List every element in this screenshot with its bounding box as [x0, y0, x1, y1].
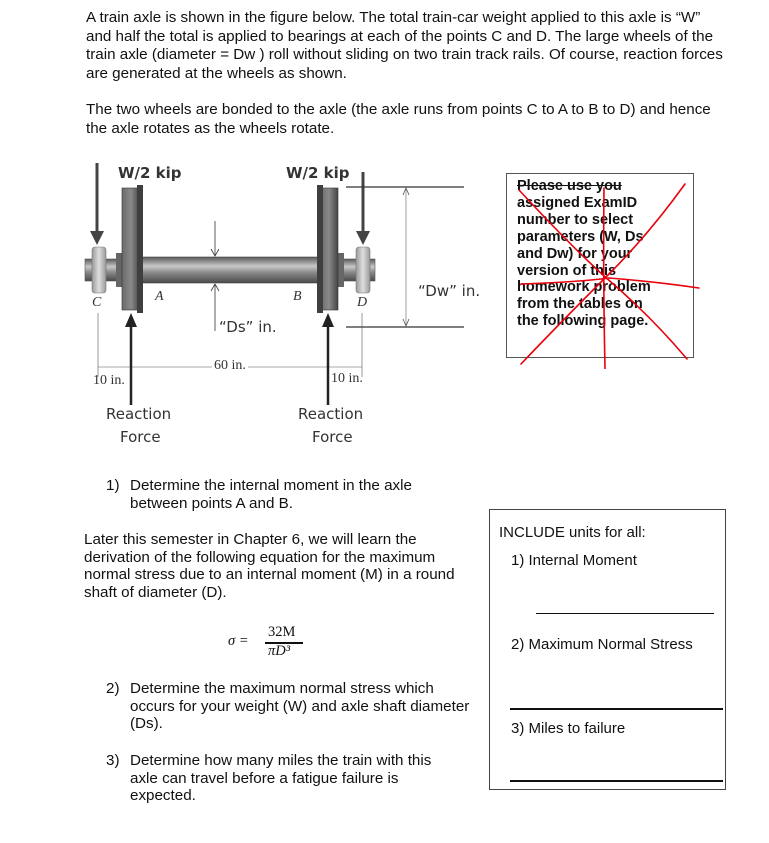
answer-2-blank[interactable]	[510, 708, 723, 710]
note-line: version of this	[517, 262, 617, 279]
examid-note-box	[506, 173, 694, 358]
note-line: homework problem	[517, 279, 651, 296]
answer-1-label: 1) Internal Moment	[511, 552, 637, 569]
reaction-left-line2: Force	[120, 428, 161, 446]
wheel-diameter-label: “Dw” in.	[418, 282, 481, 300]
point-c-label: C	[92, 295, 102, 310]
reaction-right-line1: Reaction	[298, 405, 364, 423]
answer-2-label: 2) Maximum Normal Stress	[511, 636, 693, 653]
load-label-right: W/2 kip	[286, 164, 350, 182]
reaction-right-line2: Force	[312, 428, 353, 446]
question-2-number: 2)	[106, 680, 120, 697]
reaction-left-line1: Reaction	[106, 405, 172, 423]
red-scribble-cross	[499, 164, 709, 369]
shaft-diameter-label: “Ds” in.	[219, 318, 277, 336]
intro-paragraph-1: A train axle is shown in the figure below. The total train-car weight applied to this axle is “W” and half the total is applied to bearings at each of the points C and D. The large wheels of the train axle (diameter = Dw ) roll without sliding on two train track rails. Of course, reaction forces are generated at the wheels as shown.	[86, 9, 723, 82]
load-label-left: W/2 kip	[118, 164, 182, 182]
note-line: the following page.	[517, 313, 649, 330]
note-line: assigned ExamID	[517, 194, 638, 211]
answer-box	[489, 509, 726, 790]
question-3-text: Determine how many miles the train with this axle can travel before a fatigue failure is expected.	[130, 752, 432, 804]
answer-3-label: 3) Miles to failure	[511, 720, 626, 737]
point-b-label: B	[293, 289, 302, 304]
answer-1-blank[interactable]	[536, 613, 714, 614]
question-3-number: 3)	[106, 752, 120, 769]
note-line: and Dw) for your	[517, 245, 633, 262]
dim-middle-label: 60 in.	[214, 358, 246, 373]
answer-3-blank[interactable]	[510, 780, 723, 782]
point-d-label: D	[357, 295, 368, 310]
question-2-text: Determine the maximum normal stress which occurs for your weight (W) and axle shaft diameter (Ds).	[130, 680, 470, 732]
equation-denominator: πD³	[268, 643, 291, 659]
note-line: parameters (W, Ds	[517, 228, 644, 245]
question-1-number: 1)	[106, 477, 120, 494]
intro-paragraph-2: The two wheels are bonded to the axle (the axle runs from points C to A to B to D) and hence the axle rotates as the wheels rotate.	[86, 101, 711, 137]
answers-header: INCLUDE units for all:	[499, 524, 646, 541]
equation-lhs: σ =	[228, 633, 249, 649]
dim-left-label: 10 in.	[93, 373, 125, 388]
chapter-6-paragraph: Later this semester in Chapter 6, we will learn the derivation of the following equation for the maximum normal stress due to an internal moment (M) in a round shaft of diameter (D).	[84, 531, 455, 601]
question-1-text: Determine the internal moment in the axle between points A and B.	[130, 477, 412, 512]
note-line: Please use you	[517, 178, 622, 194]
equation-numerator: 32M	[268, 624, 296, 640]
dim-right-label: 10 in.	[331, 371, 363, 386]
note-line: from the tables on	[517, 296, 643, 313]
axle-figure	[80, 155, 500, 455]
note-line: number to select	[517, 211, 634, 228]
point-a-label: A	[155, 289, 164, 304]
